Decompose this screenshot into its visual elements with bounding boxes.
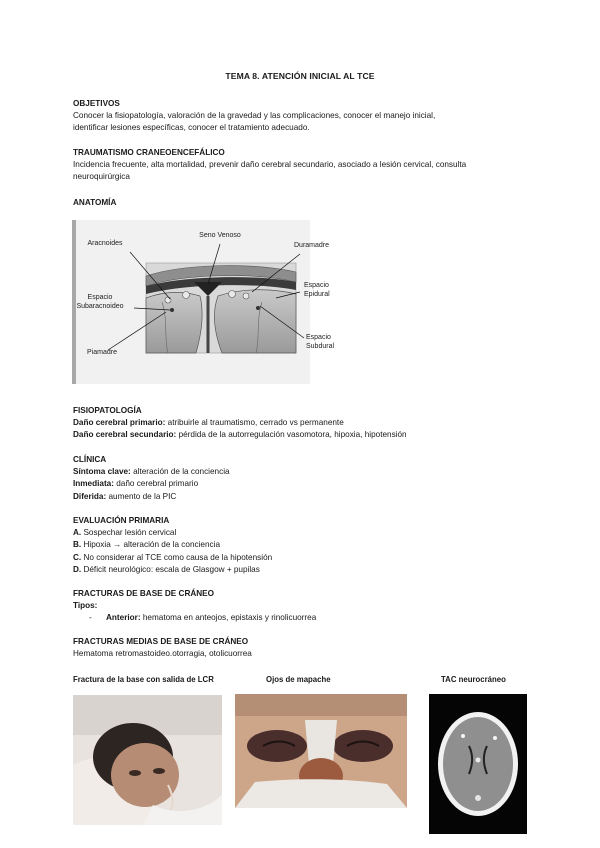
tce-heading: TRAUMATISMO CRANEOENCEFÁLICO [73, 148, 225, 157]
photo-fractura-lcr [73, 695, 222, 825]
evaluacion-item-label: B. [73, 540, 82, 550]
clinica-heading: CLÍNICA [73, 455, 107, 464]
objetivos-line-1: Conocer la fisiopatología, valoración de la gravedad y las complicaciones, conocer el manejo inicial, [73, 111, 436, 120]
objetivos-line-2: identificar lesiones específicas, conocer el tratamiento adecuado. [73, 123, 310, 133]
bruise-right [333, 730, 393, 762]
granulation [183, 292, 190, 299]
granulation [165, 297, 171, 303]
evaluacion-heading: EVALUACIÓN PRIMARIA [73, 516, 170, 525]
clinica-item-text: alteración de la conciencia [130, 467, 230, 476]
caption-ojos-mapache: Ojos de mapache [266, 675, 331, 684]
label-piamadre: Piamadre [87, 349, 117, 356]
tce-line-2: neuroquirúrgica [73, 172, 130, 182]
tce-text [73, 159, 533, 184]
fisio-secundario-label: Daño cerebral secundario: [73, 430, 177, 440]
clinica-item [73, 491, 533, 503]
fisio-primario-text: atribuirle al traumatismo, cerrado vs permanente [165, 418, 344, 427]
fisiopatologia-heading: FISIOPATOLOGÍA [73, 406, 142, 415]
label-epidural-2: Epidural [304, 291, 330, 298]
granulation [229, 291, 236, 298]
evaluacion-item [73, 527, 533, 539]
evaluacion-item-text: Déficit neurológico: escala de Glasgow + pupilas [81, 565, 260, 575]
evaluacion-item [73, 539, 533, 551]
fisio-secundario [73, 429, 553, 441]
fracturas-anterior-item [89, 612, 549, 624]
page-title: TEMA 8. ATENCIÓN INICIAL AL TCE [225, 71, 375, 81]
bruise-left [247, 730, 307, 762]
vessel [170, 308, 174, 312]
label-subaracnoideo-2: Subaracnoideo [76, 303, 124, 310]
vessel [256, 306, 260, 310]
pineal [476, 758, 481, 763]
fracturas-medias-heading: FRACTURAS MEDIAS DE BASE DE CRÁNEO [73, 637, 249, 646]
caption-tac: TAC neurocráneo [441, 675, 506, 684]
fracturas-base-heading: FRACTURAS DE BASE DE CRÁNEO [73, 589, 215, 598]
tce-line-1: Incidencia frecuente, alta mortalidad, prevenir daño cerebral secundario, asociado a lesión cervical, consulta [73, 160, 467, 169]
evaluacion-item-text: No considerar al TCE como causa de la hipotensión [81, 552, 273, 562]
clinica-item-text: daño cerebral primario [113, 479, 199, 489]
label-epidural-1: Espacio [304, 282, 329, 289]
clinica-item-label: Inmediata: [73, 479, 114, 489]
evaluacion-item-label: C. [73, 552, 82, 562]
evaluacion-item [73, 564, 533, 576]
air-bubble [461, 734, 465, 738]
clinica-item-label: Síntoma clave: [73, 467, 131, 476]
label-espacio-epidural [304, 281, 344, 299]
anatomy-figure [72, 220, 335, 384]
nasal-splint [305, 720, 337, 764]
photo-ojos-mapache [235, 694, 407, 808]
label-espacio-subaracnoideo [72, 293, 128, 311]
clinica-item [73, 478, 533, 490]
dressing [235, 779, 407, 808]
eye [129, 770, 141, 776]
evaluacion-item [73, 552, 533, 564]
fracturas-medias-text: Hematoma retromastoideo.otorragia, otolicuorrea [73, 649, 252, 658]
photo-tac [429, 694, 527, 834]
clinica-list [73, 466, 533, 503]
clinica-item [73, 466, 533, 478]
anterior-text: hematoma en anteojos, epistaxis y rinolicuorrea [140, 613, 317, 622]
eye [153, 768, 165, 774]
objetivos-text [73, 110, 533, 135]
bone-fragment [475, 795, 481, 801]
evaluacion-item-label: D. [73, 565, 82, 575]
label-duramadre: Duramadre [294, 242, 330, 249]
label-seno-venoso: Seno Venoso [199, 232, 241, 239]
anatomia-heading: ANATOMÍA [73, 198, 117, 207]
gyrus-right [215, 290, 296, 353]
granulation [243, 293, 249, 299]
evaluacion-list [73, 527, 533, 577]
fisio-primario-label: Daño cerebral primario: [73, 418, 166, 427]
face [111, 743, 179, 807]
evaluacion-item-text: Hipoxia → alteración de la conciencia [81, 540, 220, 550]
label-espacio-subdural [306, 333, 346, 351]
label-subaracnoideo-1: Espacio [87, 294, 113, 301]
fisio-secundario-text: pérdida de la autorregulación vasomotora, hipoxia, hipotensión [176, 430, 407, 440]
label-subdural-2: Subdural [306, 343, 335, 350]
evaluacion-item-text: Sospechar lesión cervical [81, 528, 177, 537]
fracturas-tipos-label: Tipos: [73, 601, 98, 610]
gyrus-left [146, 292, 202, 353]
air-bubble [493, 736, 497, 740]
label-aracnoides: Aracnoides [87, 240, 123, 247]
bullet-dash: - [89, 613, 92, 622]
fisio-primario [73, 417, 553, 429]
label-subdural-1: Espacio [306, 334, 331, 341]
caption-fractura-lcr: Fractura de la base con salida de LCR [73, 675, 214, 684]
clinica-item-text: aumento de la PIC [106, 491, 177, 501]
objetivos-heading: OBJETIVOS [73, 99, 120, 108]
evaluacion-item-label: A. [73, 528, 82, 537]
clinica-item-label: Diferida: [73, 491, 107, 501]
anterior-label: Anterior: [106, 613, 141, 622]
fisiopatologia-text [73, 417, 553, 442]
